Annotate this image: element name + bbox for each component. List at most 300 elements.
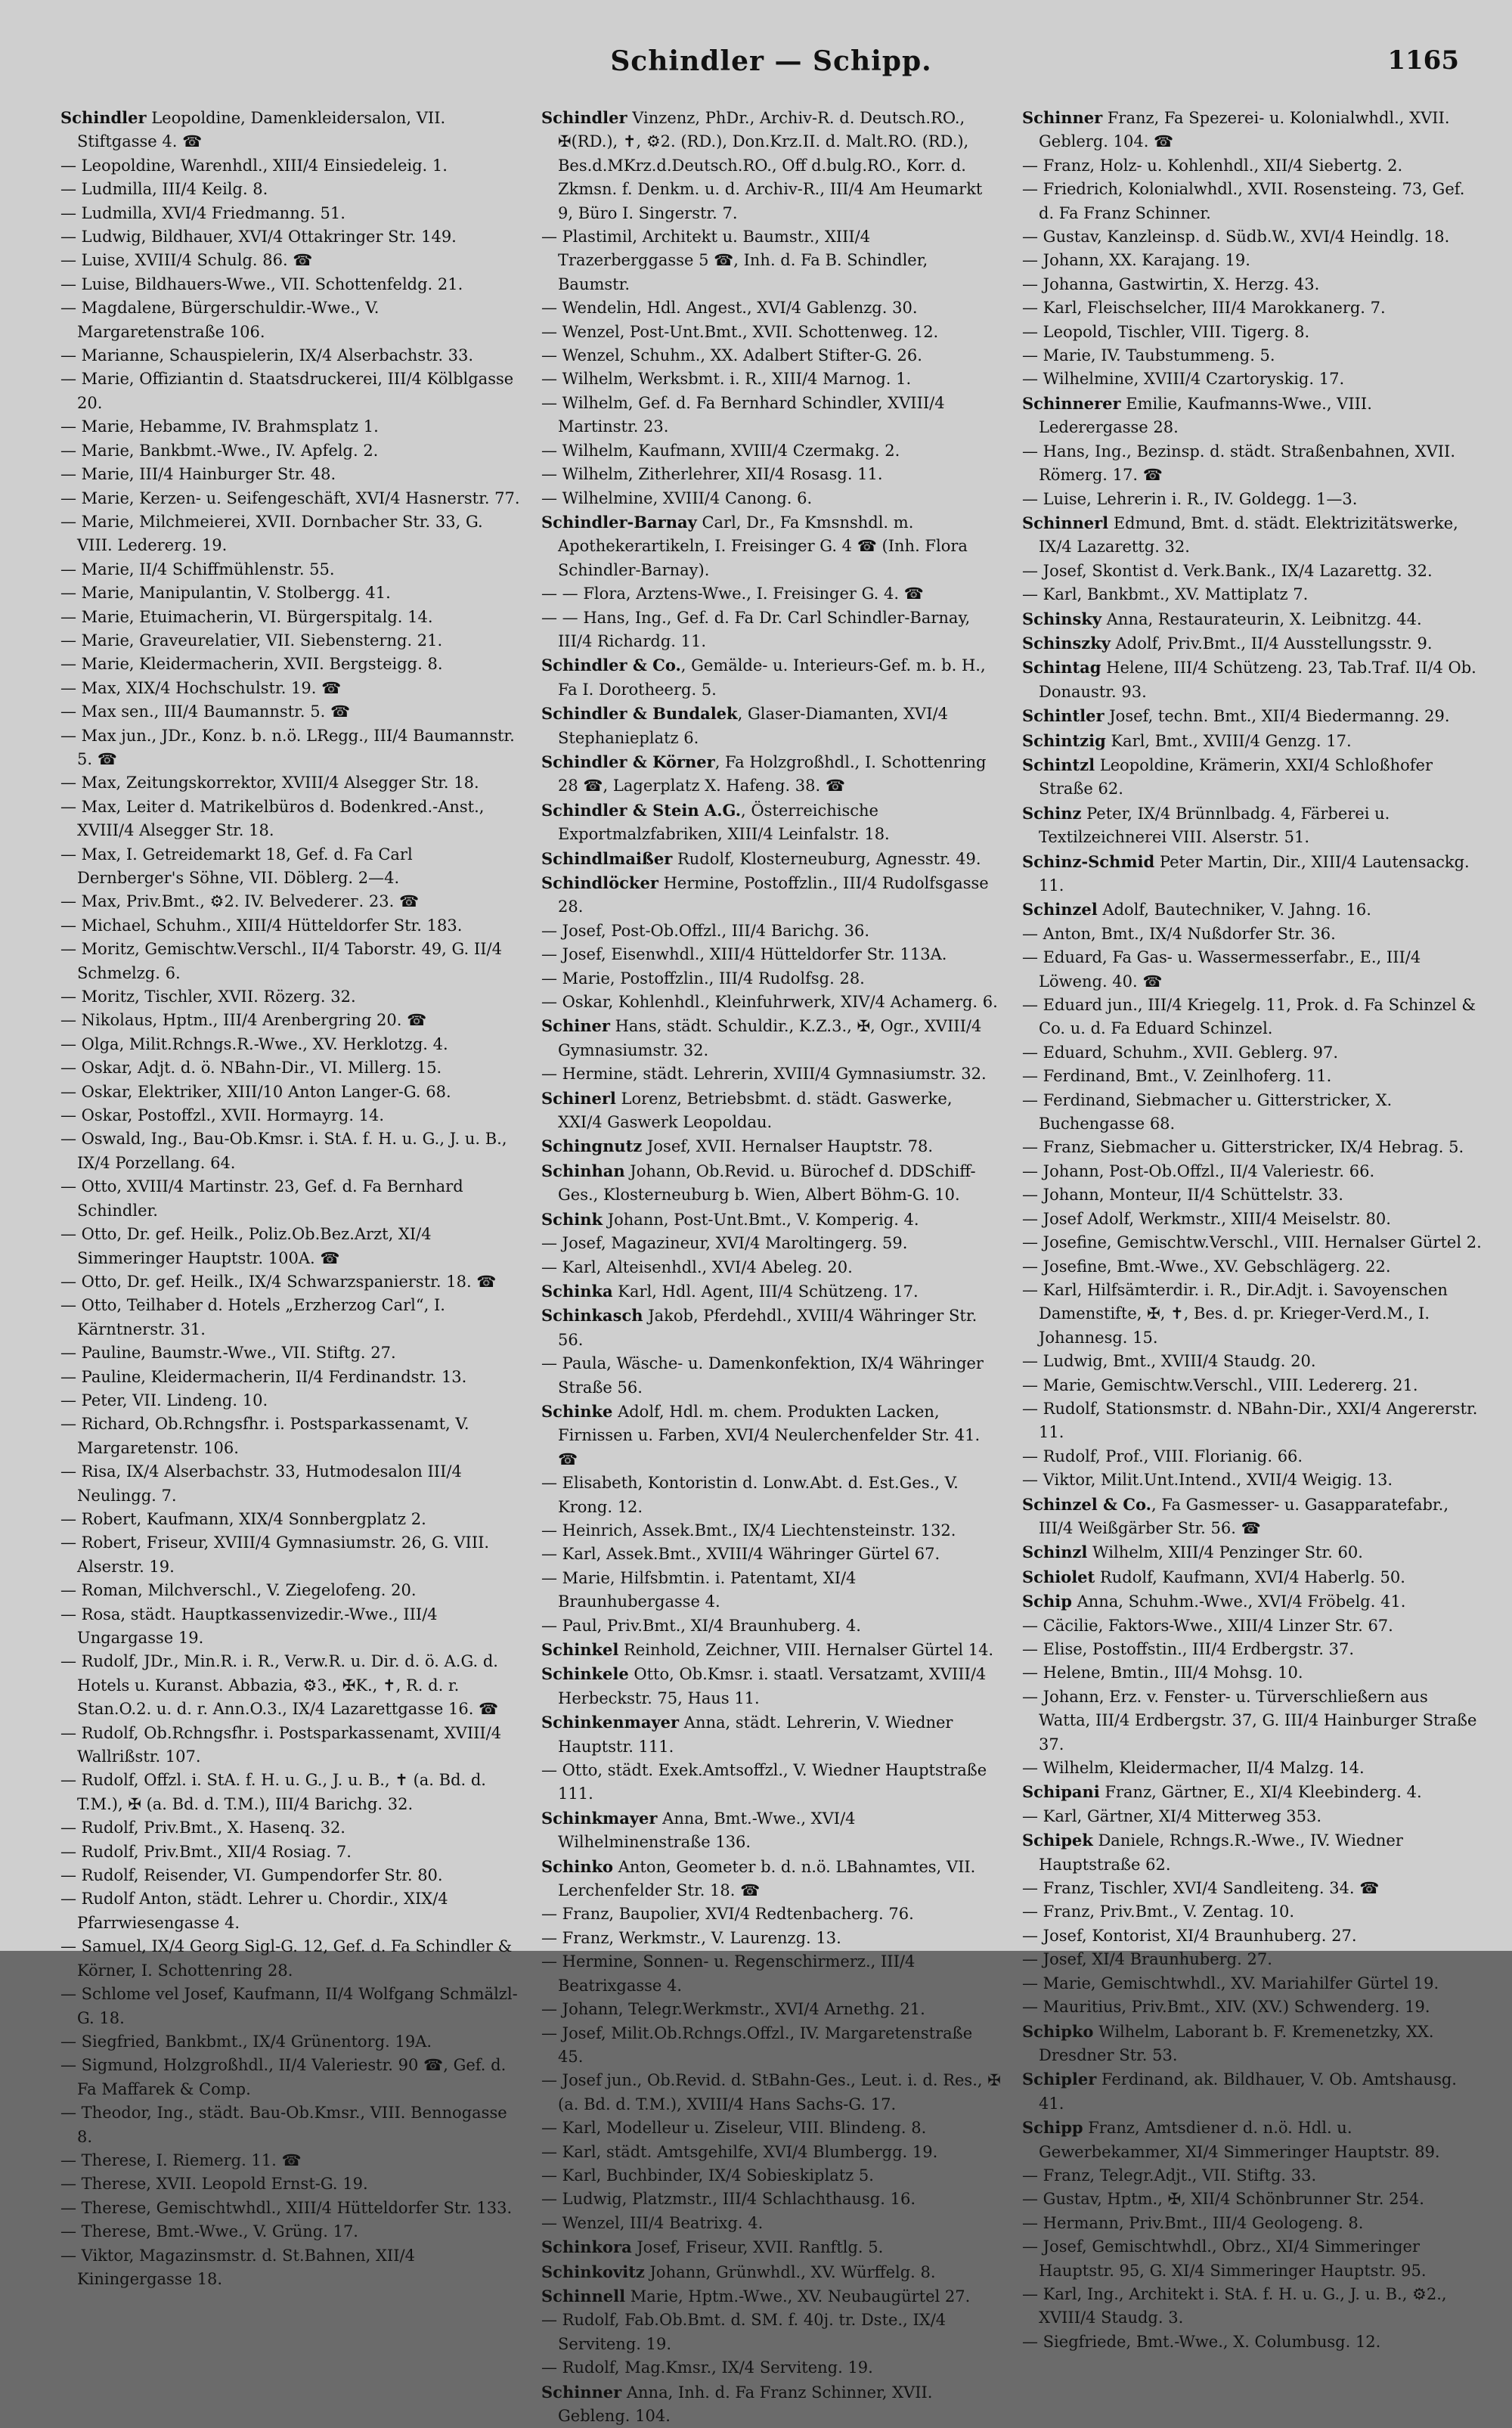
- entry-surname: Schinkovitz: [541, 2262, 645, 2281]
- entry-text: — Rudolf, Offzl. i. StA. f. H. u. G., J. u. B., ✝ (a. Bd. d. T.M.), ✠ (a. Bd. d. T.M.), III/4 Barichg. 32.: [60, 1771, 486, 1813]
- directory-entry: [1022, 1972, 1482, 1995]
- directory-entry: [1022, 1468, 1482, 1492]
- entry-text: , Österreichische Exportmalzfabriken, XIII/4 Leinfalstr. 18.: [558, 801, 890, 844]
- entry-text: — Franz, Baupolier, XVI/4 Redtenbacherg. 76.: [541, 1905, 914, 1924]
- entry-surname: Schinkele: [541, 1664, 629, 1684]
- entry-text: Josef, techn. Bmt., XII/4 Biedermanng. 29.: [1104, 707, 1450, 726]
- directory-entry: [541, 2116, 1001, 2140]
- directory-entry: [60, 1389, 520, 1412]
- directory-entry: [60, 843, 520, 891]
- directory-entry: [60, 154, 520, 178]
- entry-text: — Johanna, Gastwirtin, X. Herzg. 43.: [1022, 274, 1320, 293]
- entry-text: — Marie, III/4 Hainburger Str. 48.: [60, 465, 336, 484]
- entry-text: — Eduard, Schuhm., XVII. Geblerg. 97.: [1022, 1043, 1339, 1062]
- entry-text: — Max, I. Getreidemarkt 18, Gef. d. Fa Carl Dernberger's Söhne, VII. Döblerg. 2—4.: [60, 845, 413, 887]
- entry-text: — Max, XIX/4 Hochschulstr. 19. ☎: [60, 678, 342, 697]
- entry-surname: Schindler & Bundalek: [541, 704, 738, 724]
- entry-text: — Moritz, Tischler, XVII. Rözerg. 32.: [60, 988, 356, 1006]
- directory-entry: [1022, 249, 1482, 272]
- entry-text: — Johann, Post-Ob.Offzl., II/4 Valeriestr. 66.: [1022, 1161, 1375, 1180]
- directory-entry: [541, 392, 1001, 439]
- directory-entry: [60, 1341, 520, 1365]
- entry-text: — Schlome vel Josef, Kaufmann, II/4 Wolfgang Schmälzl-G. 18.: [60, 1985, 518, 2027]
- entry-text: — Josef jun., Ob.Revid. d. StBahn-Ges., Leut. i. d. Res., ✠ (a. Bd. d. T.M.), XVIII/4 Hans Sachs-G. 17.: [541, 2071, 1001, 2113]
- entry-text: — Marie, Milchmeierei, XVII. Dornbacher Str. 33, G. VIII. Ledererg. 19.: [60, 512, 483, 555]
- entry-surname: Schinhan: [541, 1161, 625, 1180]
- entry-surname: Schinka: [541, 1281, 613, 1301]
- entry-text: Adolf, Priv.Bmt., II/4 Ausstellungsstr. 9.: [1110, 634, 1433, 653]
- entry-surname: Schinnell: [541, 2286, 626, 2306]
- entry-text: — Rudolf Anton, städt. Lehrer u. Chordir., XIX/4 Pfarrwiesengasse 4.: [60, 1890, 448, 1932]
- directory-entry: [1022, 1948, 1482, 1971]
- directory-entry: [60, 1579, 520, 1602]
- directory-entry: [541, 991, 1001, 1014]
- directory-entry: [1022, 753, 1482, 802]
- directory-entry: [1022, 296, 1482, 320]
- directory-entry: [541, 653, 1001, 702]
- directory-entry: [1022, 392, 1482, 440]
- entry-text: — Franz, Priv.Bmt., V. Zentag. 10.: [1022, 1902, 1295, 1921]
- entry-surname: Schindler & Stein A.G.: [541, 800, 742, 820]
- entry-text: — Rudolf, Prof., VIII. Florianig. 66.: [1022, 1447, 1303, 1465]
- entry-text: — Marie, Graveurelatier, VII. Siebensterng. 21.: [60, 631, 443, 650]
- directory-entry: [1022, 1374, 1482, 1397]
- entry-text: — Josefine, Gemischtw.Verschl., VIII. Hernalser Gürtel 2.: [1022, 1233, 1482, 1252]
- entry-text: — Therese, I. Riemerg. 11. ☎: [60, 2150, 302, 2169]
- directory-entry: [60, 700, 520, 724]
- entry-text: — Ludwig, Bildhauer, XVI/4 Ottakringer Str. 149.: [60, 228, 457, 247]
- entry-text: — Robert, Friseur, XVIII/4 Gymnasiumstr. 26, G. VIII. Alserstr. 19.: [60, 1533, 490, 1576]
- directory-entry: [60, 1009, 520, 1032]
- directory-entry: [60, 202, 520, 225]
- entry-surname: Schintzig: [1022, 730, 1106, 750]
- entry-surname: Schiner: [541, 1016, 610, 1036]
- directory-entry: [1022, 106, 1482, 154]
- entry-text: — Gustav, Hptm., ✠, XII/4 Schönbrunner Str. 254.: [1022, 2190, 1424, 2209]
- entry-text: Rudolf, Klosterneuburg, Agnesstr. 49.: [672, 849, 981, 868]
- directory-entry: [60, 415, 520, 439]
- directory-entry: [1022, 2164, 1482, 2188]
- entry-text: Daniele, Rchngs.R.-Wwe., IV. Wiedner Hauptstraße 62.: [1039, 1831, 1403, 1874]
- entry-text: — Franz, Tischler, XVI/4 Sandleiteng. 34. ☎: [1022, 1879, 1380, 1898]
- entry-text: — Risa, IX/4 Alserbachstr. 33, Hutmodesalon III/4 Neulingg. 7.: [60, 1462, 462, 1505]
- entry-text: — Josef, Eisenwhdl., XIII/4 Hütteldorfer Str. 113A.: [541, 945, 947, 964]
- entry-text: — Otto, Dr. gef. Heilk., Poliz.Ob.Bez.Arzt, XI/4 Simmeringer Hauptstr. 100A. ☎: [60, 1225, 432, 1267]
- directory-entry: [1022, 2116, 1482, 2164]
- entry-text: — Josef, XI/4 Braunhuberg. 27.: [1022, 1950, 1272, 1969]
- entry-text: — Johann, XX. Karajang. 19.: [1022, 251, 1250, 270]
- entry-text: — Karl, Gärtner, XI/4 Mitterweg 353.: [1022, 1806, 1321, 1825]
- entry-text: — Therese, Gemischtwhdl., XIII/4 Hütteldorfer Str. 133.: [60, 2198, 513, 2217]
- directory-entry: [1022, 607, 1482, 631]
- entry-surname: Schinner: [1022, 108, 1103, 127]
- entry-surname: Schinkel: [541, 1640, 619, 1659]
- entry-text: — Viktor, Milit.Unt.Intend., XVII/4 Weigig. 13.: [1022, 1471, 1393, 1490]
- entry-surname: Schinkmayer: [541, 1808, 658, 1828]
- directory-entry: [541, 1950, 1001, 1998]
- directory-entry: [541, 1014, 1001, 1062]
- columns: [60, 106, 1482, 2428]
- entry-text: — Therese, XVII. Leopold Ernst-G. 19.: [60, 2175, 368, 2194]
- entry-surname: Schipler: [1022, 2070, 1097, 2089]
- directory-entry: [541, 847, 1001, 871]
- entry-text: Josef, Friseur, XVII. Ranftlg. 5.: [631, 2238, 884, 2257]
- entry-text: — Oskar, Kohlenhdl., Kleinfuhrwerk, XIV/4 Achamerg. 6.: [541, 993, 998, 1012]
- entry-text: — Josef, Magazineur, XVI/4 Maroltingerg. 59.: [541, 1234, 908, 1253]
- directory-entry: [60, 487, 520, 510]
- entry-text: — Josef, Post-Ob.Offzl., III/4 Barichg. 36.: [541, 921, 870, 940]
- directory-entry: [541, 871, 1001, 919]
- entry-text: — Viktor, Magazinsmstr. d. St.Bahnen, XII/4 Kiningergasse 18.: [60, 2246, 415, 2288]
- page-number: 1165: [1387, 45, 1459, 76]
- entry-text: — Wenzel, Post-Unt.Bmt., XVII. Schottenweg. 12.: [541, 322, 939, 341]
- directory-entry: [1022, 656, 1482, 704]
- directory-entry: [1022, 994, 1482, 1041]
- directory-entry: [1022, 2188, 1482, 2211]
- entry-text: — Josef Adolf, Werkmstr., XIII/4 Meiselstr. 80.: [1022, 1209, 1391, 1228]
- directory-entry: [60, 2220, 520, 2243]
- entry-surname: Schiolet: [1022, 1567, 1095, 1586]
- directory-entry: [1022, 440, 1482, 488]
- page-title: Schindler — Schipp.: [610, 45, 932, 77]
- entry-text: — Marie, Kerzen- u. Seifengeschäft, XVI/4 Hasnerstr. 77.: [60, 488, 520, 507]
- directory-entry: [60, 724, 520, 772]
- directory-entry: [541, 1400, 1001, 1471]
- directory-entry: [541, 967, 1001, 991]
- directory-entry: [60, 2197, 520, 2220]
- directory-entry: [541, 2164, 1001, 2188]
- entry-text: — Marie, Hebamme, IV. Brahmsplatz 1.: [60, 417, 379, 436]
- entry-text: — Marie, Gemischtwhdl., XV. Mariahilfer Gürtel 19.: [1022, 1974, 1439, 1992]
- entry-surname: Schindler-Barnay: [541, 512, 697, 532]
- entry-text: Reinhold, Zeichner, VIII. Hernalser Gürtel 14.: [618, 1641, 994, 1659]
- directory-entry: [60, 1127, 520, 1175]
- entry-text: Wilhelm, XIII/4 Penzinger Str. 60.: [1087, 1543, 1363, 1562]
- entry-text: — Johann, Monteur, II/4 Schüttelstr. 33.: [1022, 1186, 1343, 1205]
- entry-surname: Schipko: [1022, 2021, 1094, 2041]
- entry-text: — Marie, Offiziantin d. Staatsdruckerei, III/4 Kölblgasse 20.: [60, 370, 514, 412]
- directory-entry: [60, 2149, 520, 2172]
- directory-entry: [1022, 1041, 1482, 1065]
- directory-entry: [1022, 1445, 1482, 1468]
- entry-surname: Schindler: [541, 108, 627, 127]
- entry-text: — Luise, XVIII/4 Schulg. 86. ☎: [60, 251, 313, 270]
- entry-surname: Schinkasch: [541, 1306, 643, 1326]
- directory-entry: [541, 1471, 1001, 1519]
- directory-entry: [541, 943, 1001, 966]
- directory-entry: [1022, 344, 1482, 367]
- entry-text: — Peter, VII. Lindeng. 10.: [60, 1391, 268, 1409]
- directory-entry: [541, 296, 1001, 320]
- column-1: [60, 106, 520, 2428]
- entry-text: Leopoldine, Krämerin, XXI/4 Schloßhofer Straße 62.: [1039, 755, 1433, 798]
- directory-entry: [541, 2212, 1001, 2235]
- directory-entry: [60, 938, 520, 985]
- entry-surname: Schinz-Schmid: [1022, 851, 1155, 871]
- directory-entry: [60, 606, 520, 629]
- directory-entry: [1022, 367, 1482, 391]
- directory-entry: [541, 225, 1001, 296]
- entry-text: — Ludmilla, XVI/4 Friedmanng. 51.: [60, 203, 345, 222]
- entry-text: — Wendelin, Hdl. Angest., XVI/4 Gablenzg. 30.: [541, 299, 918, 318]
- entry-text: Wilhelm, Laborant b. F. Kremenetzky, XX. Dresdner Str. 53.: [1039, 2022, 1434, 2064]
- entry-text: — Robert, Kaufmann, XIX/4 Sonnbergplatz 2.: [60, 1509, 426, 1528]
- entry-text: — Hermann, Priv.Bmt., III/4 Geologeng. 8.: [1022, 2213, 1364, 2232]
- directory-entry: [1022, 1183, 1482, 1207]
- entry-surname: Schinko: [541, 1856, 614, 1876]
- column-2: [541, 106, 1001, 2428]
- directory-entry: [60, 1033, 520, 1056]
- directory-entry: [60, 249, 520, 272]
- directory-entry: [541, 1998, 1001, 2021]
- directory-entry: [541, 582, 1001, 606]
- entry-text: — Rudolf, Reisender, VI. Gumpendorfer Str. 80.: [60, 1866, 443, 1885]
- entry-surname: Schip: [1022, 1592, 1072, 1611]
- entry-text: — Marie, Bankbmt.-Wwe., IV. Apfelg. 2.: [60, 441, 379, 460]
- directory-entry: [60, 1531, 520, 1579]
- entry-text: — Sigmund, Holzgroßhdl., II/4 Valeriestr. 90 ☎, Gef. d. Fa Maffarek & Comp.: [60, 2056, 507, 2098]
- entry-text: Franz, Amtsdiener d. n.ö. Hdl. u. Gewerbekammer, XI/4 Simmeringer Hauptstr. 89.: [1039, 2119, 1440, 2161]
- directory-entry: [1022, 1208, 1482, 1231]
- directory-entry: [60, 771, 520, 795]
- entry-text: — Marie, Manipulantin, V. Stolbergg. 41.: [60, 584, 391, 603]
- directory-entry: [60, 225, 520, 249]
- entry-surname: Schingnutz: [541, 1136, 643, 1156]
- directory-entry: [60, 1366, 520, 1389]
- entry-text: — Pauline, Baumstr.-Wwe., VII. Stiftg. 27.: [60, 1344, 396, 1363]
- entry-text: Anna, städt. Lehrerin, V. Wiedner Hauptstr. 111.: [558, 1713, 953, 1756]
- entry-text: — Rosa, städt. Hauptkassenvizedir.-Wwe., III/4 Ungargasse 19.: [60, 1605, 438, 1647]
- entry-surname: Schinz: [1022, 803, 1082, 823]
- directory-entry: [60, 629, 520, 653]
- entry-text: — Eduard jun., III/4 Kriegelg. 11, Prok. d. Fa Schinzel & Co. u. d. Fa Eduard Schinzel.: [1022, 996, 1476, 1038]
- entry-text: — Karl, Buchbinder, IX/4 Sobieskiplatz 5.: [541, 2166, 874, 2185]
- entry-surname: Schintag: [1022, 658, 1101, 678]
- entry-text: — Hans, Ing., Bezinsp. d. städt. Straßenbahnen, XVII. Römerg. 17. ☎: [1022, 442, 1456, 485]
- entry-text: , Fa Gasmesser- u. Gasapparatefabr., III/4 Weißgärber Str. 56. ☎: [1039, 1495, 1448, 1537]
- directory-entry: [60, 890, 520, 913]
- directory-entry: [1022, 511, 1482, 560]
- directory-entry: [541, 2235, 1001, 2259]
- directory-entry: [60, 2172, 520, 2196]
- directory-entry: [60, 1270, 520, 1294]
- directory-entry: [60, 1840, 520, 1864]
- entry-surname: Schipani: [1022, 1782, 1100, 1802]
- entry-text: Jakob, Pferdehdl., XVIII/4 Währinger Str. 56.: [558, 1307, 978, 1349]
- directory-entry: [60, 1769, 520, 1816]
- entry-text: — Ludmilla, III/4 Keilg. 8.: [60, 180, 268, 199]
- entry-text: Karl, Bmt., XVIII/4 Genzg. 17.: [1105, 731, 1352, 750]
- directory-entry: [60, 296, 520, 344]
- directory-entry: [1022, 2330, 1482, 2354]
- entry-text: Johann, Ob.Revid. u. Bürochef d. DDSchiff-Ges., Klosterneuburg b. Wien, Albert Böhm-G. 10.: [558, 1161, 976, 1205]
- entry-text: — Heinrich, Assek.Bmt., IX/4 Liechtensteinstr. 132.: [541, 1521, 956, 1540]
- entry-text: — Ferdinand, Siebmacher u. Gitterstricker, X. Buchengasse 68.: [1022, 1090, 1393, 1133]
- entry-text: Franz, Gärtner, E., XI/4 Kleebinderg. 4.: [1099, 1783, 1422, 1802]
- entry-text: Otto, Ob.Kmsr. i. staatl. Versatzamt, XVIII/4 Herbeckstr. 75, Haus 11.: [558, 1665, 987, 1707]
- directory-entry: [1022, 2067, 1482, 2116]
- entry-surname: Schindler & Co.: [541, 656, 681, 675]
- entry-text: — Marie, Postoffzlin., III/4 Rudolfsg. 28.: [541, 969, 865, 988]
- entry-text: Johann, Grünwhdl., XV. Würffelg. 8.: [644, 2262, 936, 2281]
- entry-text: Anna, Restaurateurin, X. Leibnitzg. 44.: [1101, 609, 1422, 628]
- directory-entry: [1022, 1995, 1482, 2019]
- entry-text: — Anton, Bmt., IX/4 Nußdorfer Str. 36.: [1022, 924, 1336, 943]
- entry-text: — Wilhelmine, XVIII/4 Canong. 6.: [541, 488, 813, 507]
- entry-text: — Wenzel, Schuhm., XX. Adalbert Stifter-G. 26.: [541, 346, 922, 365]
- entry-text: — Luise, Lehrerin i. R., IV. Goldegg. 1—3.: [1022, 489, 1358, 508]
- directory-entry: [1022, 273, 1482, 296]
- entry-surname: Schinzl: [1022, 1543, 1088, 1562]
- entry-surname: Schinke: [541, 1401, 613, 1421]
- entry-text: Anton, Geometer b. d. n.ö. LBahnamtes, VII. Lerchenfelder Str. 18. ☎: [558, 1857, 976, 1900]
- entry-text: — Max, Leiter d. Matrikelbüros d. Bodenkred.-Anst., XVIII/4 Alsegger Str. 18.: [60, 797, 485, 840]
- directory-entry: [541, 1927, 1001, 1950]
- entry-text: — Karl, Modelleur u. Ziseleur, VIII. Blindeng. 8.: [541, 2119, 927, 2138]
- entry-text: — Oskar, Adjt. d. ö. NBahn-Dir., VI. Millerg. 15.: [60, 1059, 442, 1078]
- directory-entry: [1022, 850, 1482, 898]
- entry-text: , Gemälde- u. Interieurs-Gef. m. b. H., Fa I. Dorotheerg. 5.: [558, 656, 986, 699]
- entry-surname: Schintzl: [1022, 755, 1095, 774]
- entry-text: — Max sen., III/4 Baumannstr. 5. ☎: [60, 702, 351, 721]
- directory-entry: [60, 581, 520, 605]
- entry-text: — Rudolf, Fab.Ob.Bmt. d. SM. f. 40j. tr. Dste., IX/4 Serviteng. 19.: [541, 2311, 947, 2353]
- entry-text: — Josef, Milit.Ob.Rchngs.Offzl., IV. Margaretenstraße 45.: [541, 2023, 973, 2066]
- entry-text: — Karl, Bankbmt., XV. Mattiplatz 7.: [1022, 585, 1309, 604]
- directory-entry: [541, 106, 1001, 225]
- entry-text: Edmund, Bmt. d. städt. Elektrizitätswerke, IX/4 Lazarettg. 32.: [1039, 513, 1458, 557]
- directory-entry: [1022, 1757, 1482, 1780]
- entry-text: — Josef, Gemischtwhdl., Obrz., XI/4 Simmeringer Hauptstr. 95, G. XI/4 Simmeringer Hauptstr. 95.: [1022, 2237, 1427, 2280]
- directory-entry: [541, 510, 1001, 582]
- entry-text: — Theodor, Ing., städt. Bau-Ob.Kmsr., VIII. Bennogasse 8.: [60, 2104, 507, 2146]
- directory-entry: [60, 2244, 520, 2292]
- entry-text: — Wilhelmine, XVIII/4 Czartoryskig. 17.: [1022, 370, 1345, 389]
- directory-entry: [1022, 631, 1482, 656]
- entry-surname: Schindlöcker: [541, 873, 658, 892]
- directory-entry: [541, 1806, 1001, 1855]
- directory-entry: [60, 1175, 520, 1223]
- directory-entry: [541, 1567, 1001, 1614]
- entry-text: — Ludwig, Platzmstr., III/4 Schlachthausg. 16.: [541, 2190, 916, 2209]
- entry-text: — Marie, II/4 Schiffmühlenstr. 55.: [60, 560, 335, 578]
- entry-text: — Max jun., JDr., Konz. b. n.ö. LRegg., III/4 Baumannstr. 5. ☎: [60, 726, 515, 768]
- entry-text: — Otto, städt. Exek.Amtsoffzl., V. Wiedner Hauptstraße 111.: [541, 1761, 987, 1803]
- directory-entry: [1022, 321, 1482, 344]
- entry-text: Ferdinand, ak. Bildhauer, V. Ob. Amtshausg. 41.: [1039, 2070, 1457, 2113]
- directory-entry: [60, 1650, 520, 1721]
- directory-entry: [541, 2284, 1001, 2309]
- entry-surname: Schindler & Körner: [541, 752, 715, 771]
- directory-entry: [60, 2030, 520, 2054]
- directory-entry: [541, 2022, 1001, 2070]
- entry-text: — Nikolaus, Hptm., III/4 Arenbergring 20. ☎: [60, 1011, 427, 1030]
- entry-surname: Schipp: [1022, 2118, 1083, 2138]
- directory-entry: [60, 2054, 520, 2101]
- entry-text: — Franz, Telegr.Adjt., VII. Stiftg. 33.: [1022, 2166, 1317, 2185]
- directory-entry: [1022, 1900, 1482, 1924]
- entry-text: — Wilhelm, Kaufmann, XVIII/4 Czermakg. 2.: [541, 441, 900, 460]
- directory-entry: [60, 1294, 520, 1341]
- entry-text: — Karl, Fleischselcher, III/4 Marokkanerg. 7.: [1022, 299, 1386, 318]
- page-header: [60, 45, 1482, 83]
- entry-text: Anna, Schuhm.-Wwe., XVI/4 Fröbelg. 41.: [1071, 1592, 1406, 1611]
- entry-surname: Schinnerer: [1022, 393, 1121, 413]
- entry-text: Peter Martin, Dir., XIII/4 Lautensackg. 11.: [1039, 852, 1470, 895]
- entry-surname: Schipek: [1022, 1831, 1093, 1850]
- directory-entry: [1022, 898, 1482, 922]
- entry-text: Karl, Hdl. Agent, III/4 Schützeng. 17.: [612, 1282, 919, 1301]
- directory-entry: [1022, 1805, 1482, 1828]
- directory-entry: [60, 178, 520, 201]
- entry-text: Vinzenz, PhDr., Archiv-R. d. Deutsch.RO., ✠(RD.), ✝, ⚙2. (RD.), Don.Krz.II. d. Malt.RO. (RD.), Bes.d.MKrz.d.Deutsch.RO., Off d.bulg.RO., Korr. d. Zkmsn. f. Denkm. u. d. Archiv-R., III/4 Am Heumarkt 9, Büro I. Singerstr. 7.: [558, 109, 983, 222]
- directory-entry: [1022, 178, 1482, 225]
- directory-entry: [541, 2069, 1001, 2116]
- directory-entry: [1022, 2212, 1482, 2235]
- entry-text: , Glaser-Diamanten, XVI/4 Stephanieplatz 6.: [558, 705, 948, 747]
- entry-text: — Marie, Etuimacherin, VI. Bürgerspitalg. 14.: [60, 607, 433, 626]
- entry-text: Johann, Post-Unt.Bmt., V. Komperig. 4.: [603, 1210, 919, 1229]
- directory-entry: [60, 2101, 520, 2149]
- entry-text: — Moritz, Gemischtw.Verschl., II/4 Taborstr. 49, G. II/4 Schmelzg. 6.: [60, 940, 502, 982]
- directory-entry: [541, 1352, 1001, 1400]
- entry-text: Hans, städt. Schuldir., K.Z.3., ✠, Ogr., XVIII/4 Gymnasiumstr. 32.: [558, 1017, 982, 1059]
- directory-entry: [60, 463, 520, 486]
- entry-text: Carl, Dr., Fa Kmsnshdl. m. Apothekerartikeln, I. Freisinger G. 4 ☎ (Inh. Flora Schindler-Barnay).: [558, 513, 968, 579]
- directory-entry: [1022, 225, 1482, 249]
- entry-text: Hermine, Postoffzlin., III/4 Rudolfsgasse 28.: [558, 874, 989, 916]
- directory-entry: [541, 321, 1001, 344]
- directory-entry: [60, 1508, 520, 1531]
- directory-entry: [60, 1104, 520, 1127]
- directory-entry: [1022, 1279, 1482, 1350]
- directory-entry: [541, 1208, 1001, 1232]
- entry-surname: Schinszky: [1022, 633, 1111, 653]
- directory-entry: [1022, 802, 1482, 850]
- entry-text: — Hermine, Sonnen- u. Regenschirmerz., III/4 Beatrixgasse 4.: [541, 1952, 916, 1995]
- entry-text: — Johann, Erz. v. Fenster- u. Türverschließern aus Watta, III/4 Erdbergstr. 37, G. III/4 Hainburger Straße 37.: [1022, 1687, 1477, 1754]
- directory-entry: [60, 795, 520, 843]
- directory-entry: [60, 1223, 520, 1270]
- directory-entry: [60, 1460, 520, 1508]
- directory-entry: [1022, 1828, 1482, 1877]
- entry-text: — Elise, Postoffstin., III/4 Erdbergstr. 37.: [1022, 1640, 1355, 1658]
- entry-text: — Eduard, Fa Gas- u. Wassermesserfabr., E., III/4 Löweng. 40. ☎: [1022, 948, 1421, 991]
- entry-text: — Plastimil, Architekt u. Baumstr., XIII/4 Trazerberggasse 5 ☎, Inh. d. Fa B. Schindler, Baumstr.: [541, 228, 928, 293]
- directory-entry: [60, 1887, 520, 1935]
- directory-entry: [1022, 1565, 1482, 1589]
- entry-text: — Hermine, städt. Lehrerin, XVIII/4 Gymnasiumstr. 32.: [541, 1065, 987, 1084]
- entry-text: — Karl, Assek.Bmt., XVIII/4 Währinger Gürtel 67.: [541, 1545, 940, 1564]
- directory-entry: [541, 1519, 1001, 1543]
- directory-entry: [60, 653, 520, 676]
- directory-entry: [60, 1056, 520, 1080]
- directory-entry: [1022, 1924, 1482, 1948]
- directory-entry: [541, 487, 1001, 510]
- directory-entry: [1022, 1614, 1482, 1638]
- entry-text: — Oswald, Ing., Bau-Ob.Kmsr. i. StA. f. H. u. G., J. u. B., IX/4 Porzellang. 64.: [60, 1130, 507, 1172]
- entry-text: — Wilhelm, Werksbmt. i. R., XIII/4 Marnog. 1.: [541, 370, 912, 389]
- entry-text: — Friedrich, Kolonialwhdl., XVII. Rosensteing. 73, Gef. d. Fa Franz Schinner.: [1022, 180, 1465, 222]
- directory-entry: [541, 1087, 1001, 1135]
- entry-surname: Schinsky: [1022, 609, 1102, 628]
- entry-text: — Michael, Schuhm., XIII/4 Hütteldorfer Str. 183.: [60, 916, 463, 935]
- entry-text: — Siegfried, Bankbmt., IX/4 Grünentorg. 19A.: [60, 2032, 432, 2051]
- column-3: [1022, 106, 1482, 2428]
- directory-entry: [1022, 2283, 1482, 2330]
- entry-text: — Karl, Alteisenhdl., XVI/4 Abeleg. 20.: [541, 1257, 853, 1276]
- entry-text: Anna, Bmt.-Wwe., XVI/4 Wilhelminenstraße 136.: [558, 1809, 856, 1852]
